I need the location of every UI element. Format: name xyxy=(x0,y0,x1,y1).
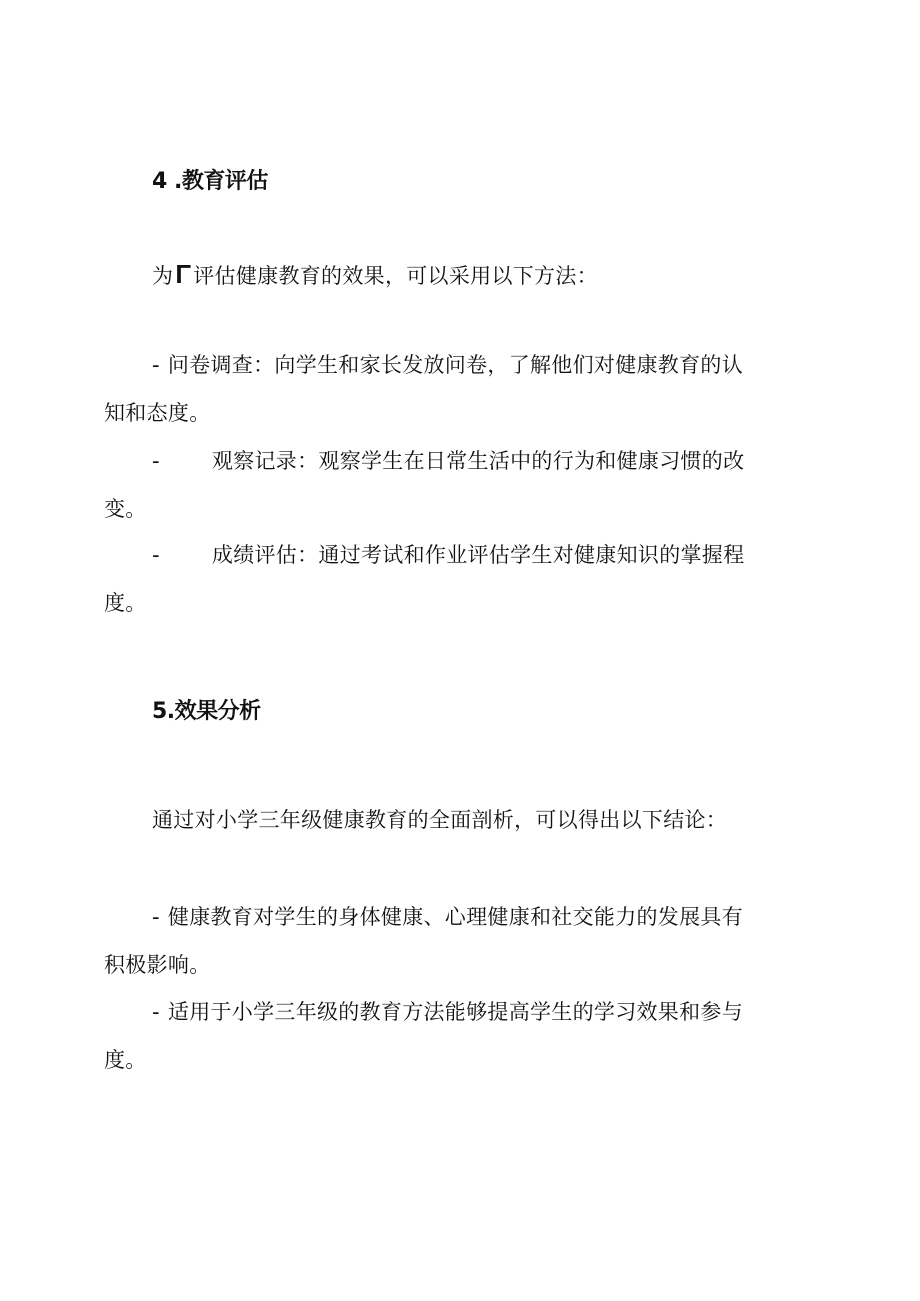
dash-marker: - xyxy=(152,449,160,473)
section-5-intro: 通过对小学三年级健康教育的全面剖析，可以得出以下结论： xyxy=(152,808,728,832)
section-4-intro xyxy=(152,260,598,290)
intro-text: 评估健康教育的效果，可以采用以下方法： xyxy=(193,264,598,288)
section-5-heading: 5.效果分析 xyxy=(152,699,261,724)
dash-marker: - xyxy=(152,353,160,377)
list-item-wrap: 度。 xyxy=(104,1048,147,1072)
list-item-text: 成绩评估：通过考试和作业评估学生对健康知识的掌握程 xyxy=(211,543,745,567)
list-item-text: 问卷调查：向学生和家长发放问卷，了解他们对健康教育的认 xyxy=(167,353,743,377)
dash-marker: - xyxy=(152,543,160,567)
stray-glyph: Γ xyxy=(175,259,192,289)
list-item-wrap: 积极影响。 xyxy=(104,953,211,977)
list-item xyxy=(104,341,804,437)
list-item-text: 适用于小学三年级的教育方法能够提高学生的学习效果和参与 xyxy=(167,1000,743,1024)
list-item xyxy=(104,988,804,1084)
dash-marker: - xyxy=(152,1000,160,1024)
list-item xyxy=(104,437,804,533)
intro-prefix: 为 xyxy=(152,264,174,288)
list-item-wrap: 变。 xyxy=(104,497,147,521)
list-item xyxy=(104,531,804,627)
list-item-text: 健康教育对学生的身体健康、心理健康和社交能力的发展具有 xyxy=(167,905,743,929)
dash-marker: - xyxy=(152,905,160,929)
list-item-text: 观察记录：观察学生在日常生活中的行为和健康习惯的改 xyxy=(211,449,745,473)
list-item-wrap: 度。 xyxy=(104,591,147,615)
list-item xyxy=(104,893,804,989)
list-item-wrap: 知和态度。 xyxy=(104,401,211,425)
section-4-heading: 4 .教育评估 xyxy=(152,169,268,194)
